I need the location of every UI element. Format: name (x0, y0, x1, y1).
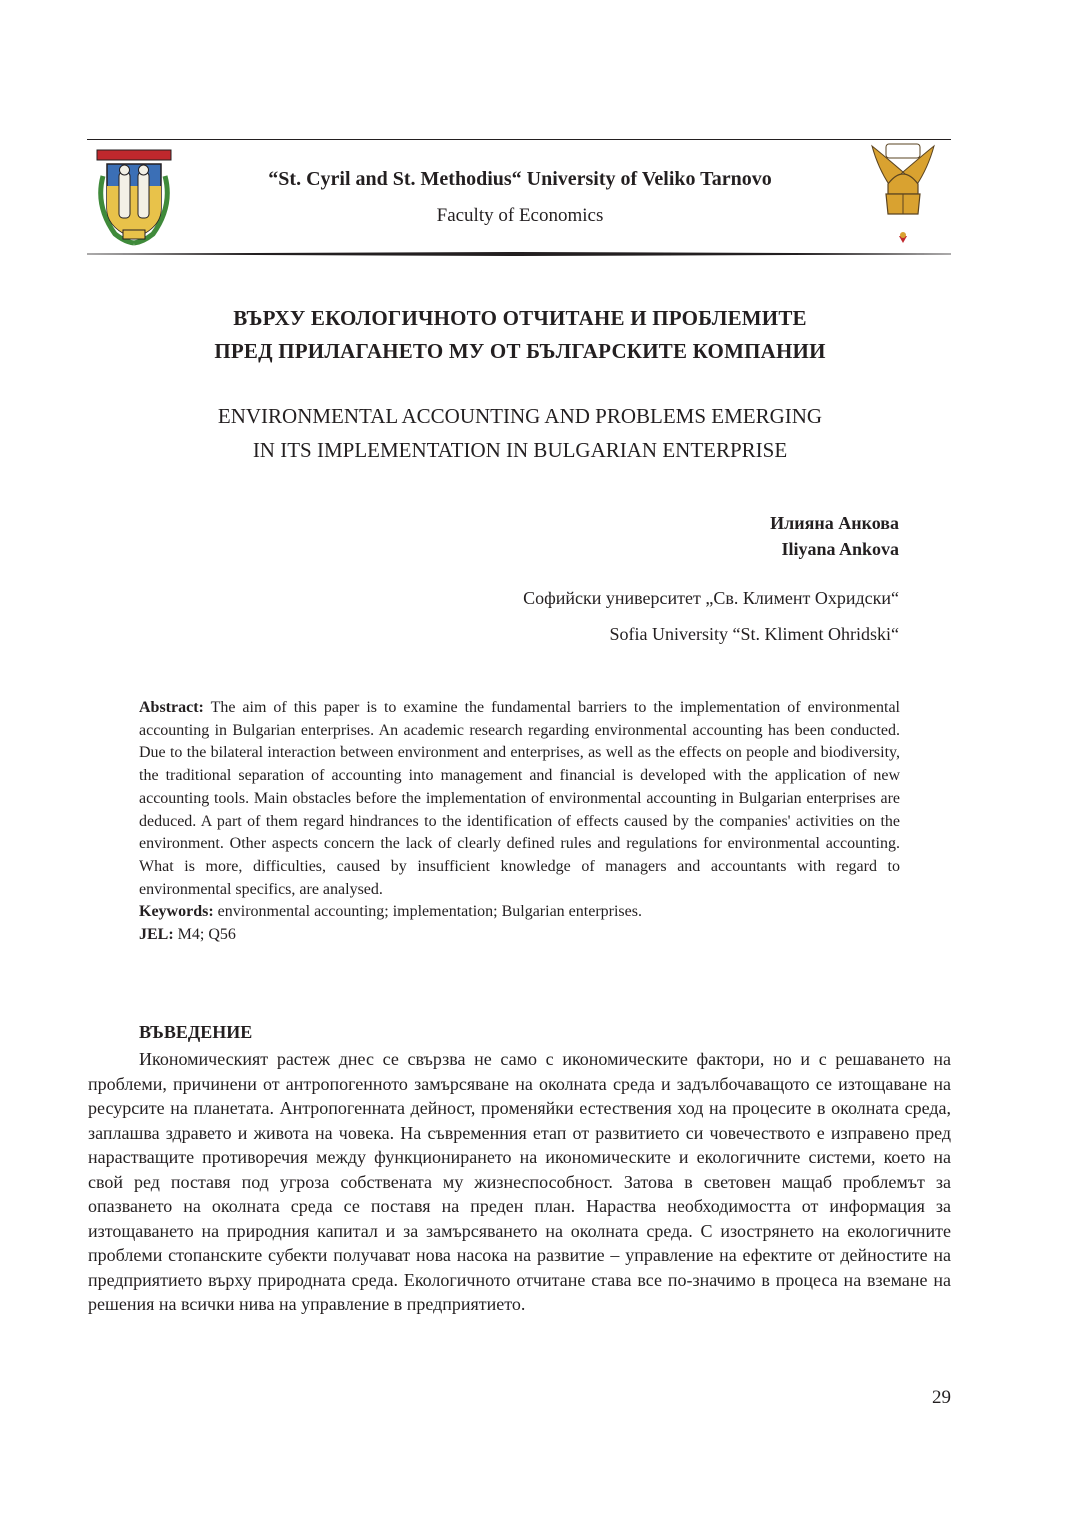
page-number: 29 (932, 1387, 951, 1408)
intro-body (88, 1047, 951, 1317)
title-english (90, 399, 950, 467)
jel-label: JEL: (139, 926, 174, 944)
affiliation-en: Sofia University “St. Kliment Ohridski“ (609, 624, 899, 644)
title-en-line-1: ENVIRONMENTAL ACCOUNTING AND PROBLEMS EMERGING (217, 404, 823, 428)
title-bulgarian (90, 302, 950, 368)
faculty-emblem-icon (868, 142, 938, 247)
faculty-name: Faculty of Economics (436, 205, 604, 226)
keywords-text: environmental accounting; implementation; Bulgarian enterprises. (217, 903, 642, 921)
keywords-line (139, 901, 900, 924)
abstract-block (139, 697, 900, 947)
affiliation-bg: Софийски университет „Св. Климент Охридски“ (523, 588, 899, 608)
abstract-text: The aim of this paper is to examine the fundamental barriers to the implementation of environmental accounting in Bulgarian enterprises. An academic research regarding environmental accounting has been conducted. Due to the bilateral interaction between environment and enterprises, as well as the effects on people and biodiversity, the traditional separation of accounting into management and financial is developed with the application of new accounting tools. Main obstacles before the implementation of environmental accounting in Bulgarian enterprises are deduced. A part of them regard hindrances to the identification of effects caused by the companies' activities on the environment. Other aspects concern the lack of clearly defined rules and regulations for environmental accounting. What is more, difficulties, caused by insufficient knowledge of managers and accountants with regard to environmental specifics, are analysed. (139, 699, 901, 898)
university-crest-icon (95, 146, 173, 246)
jel-text: M4; Q56 (177, 926, 236, 944)
abstract-label: Abstract: (139, 699, 204, 716)
title-bg-line-1: ВЪРХУ ЕКОЛОГИЧНОТО ОТЧИТАНЕ И ПРОБЛЕМИТЕ (233, 306, 807, 330)
jel-line (139, 924, 900, 947)
university-name: “St. Cyril and St. Methodius“ University of Veliko Tarnovo (268, 168, 772, 190)
author-name-bg: Илияна Анкова (770, 513, 899, 533)
title-bg-line-2: ПРЕД ПРИЛАГАНЕТО МУ ОТ БЪЛГАРСКИТЕ КОМПАНИИ (214, 339, 826, 363)
keywords-label: Keywords: (139, 903, 214, 921)
header-bottom-rule (87, 252, 951, 256)
intro-paragraph: Икономическият растеж днес се свързва не само с икономическите фактори, но и с решаването на проблеми, причинени от антропогенното замърсяване на околната среда и задълбочаващото се изтощаване на ресурсите на планетата. Антропогенната дейност, променяйки естествения ход на процесите в околната среда, заплашва здравето и живота на човека. На съвременния етап от развитието си човечеството е изправено пред нарастващите противоречия между функционирането на икономическите и екологичните системи, което на свой ред поставя под угроза собствената му жизнеспособност. Затова в световен мащаб проблемът за опазването на околната среда се поставя на преден план. Нараства необходимостта от информация за изтощаването на природния капитал и за замърсяването на околната среда. С изострянето на екологичните проблеми стопанските субекти получават нова насока на развитие – управление на ефектите от дейностите на предприятието върху природната среда. Екологичното отчитане става все по-значимо в процеса на вземане на решения на всички нива на управление в предприятието. (88, 1049, 951, 1314)
title-en-line-2: IN ITS IMPLEMENTATION IN BULGARIAN ENTERPRISE (252, 438, 788, 462)
author-name-en: Iliyana Ankova (781, 539, 899, 559)
header-top-rule (87, 139, 951, 140)
intro-heading: ВЪВЕДЕНИЕ (139, 1022, 253, 1042)
abstract-paragraph (139, 697, 900, 901)
